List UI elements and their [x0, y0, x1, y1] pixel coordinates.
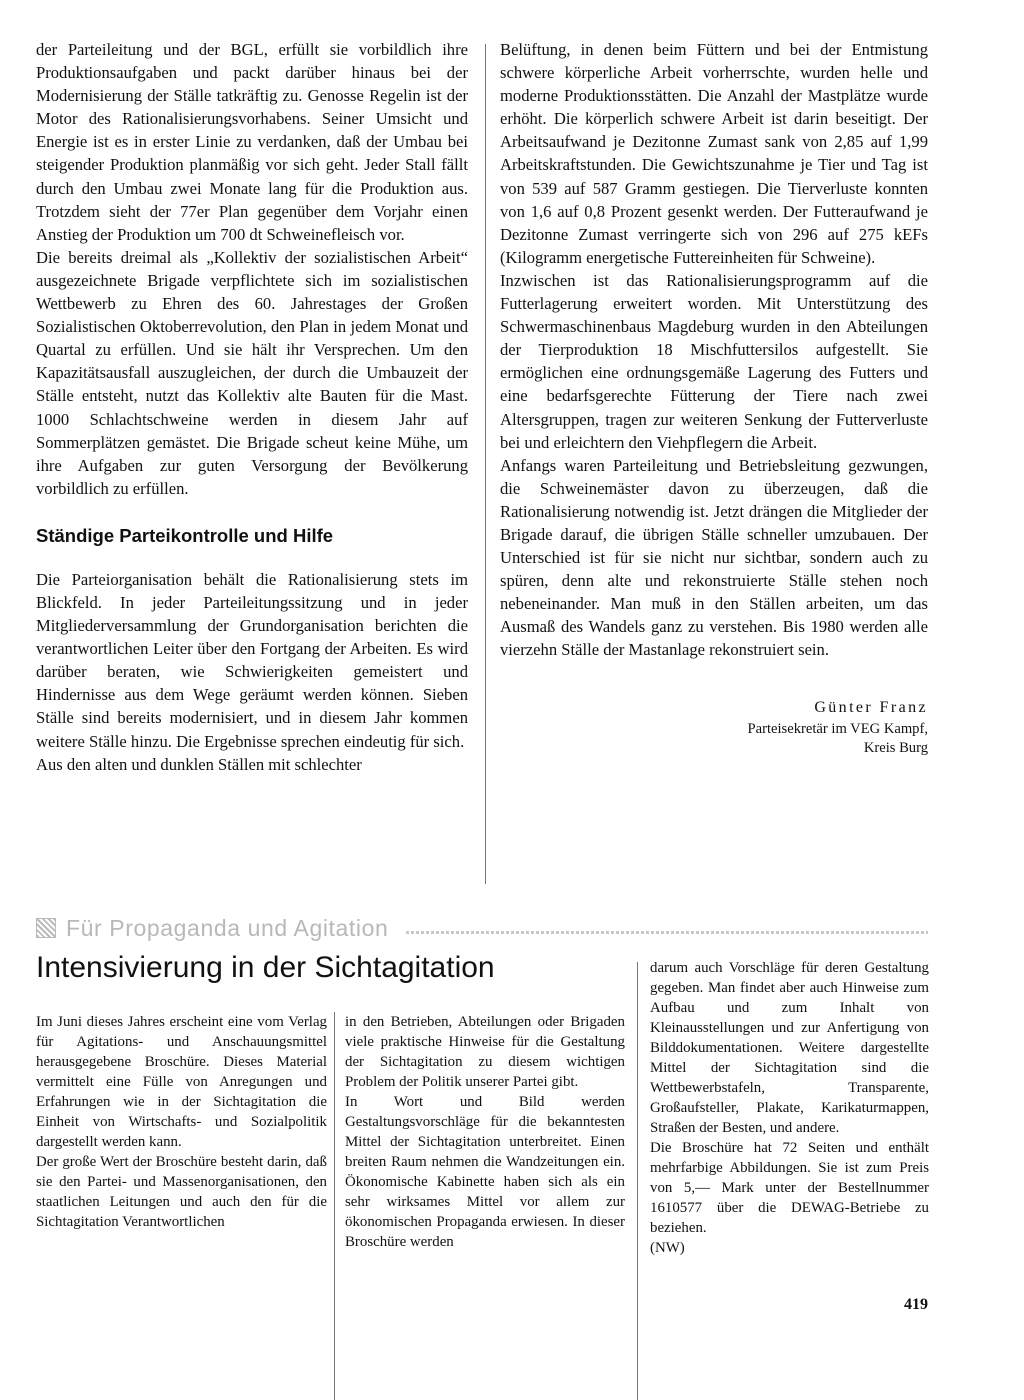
- author-location: Kreis Burg: [863, 739, 928, 756]
- section-subheading: Ständige Parteikontrolle und Hilfe: [36, 524, 334, 546]
- page-number: 419: [904, 1296, 928, 1313]
- rubric-label: Für Propaganda und Agitation: [66, 914, 389, 941]
- paragraph: Die Broschüre hat 72 Seiten und enthält mehrfarbige Abbildungen. Sie ist zum Preis von 5,— Mark unter der Bestellnummer 1610577 über die DEWAG-Betriebe zu beziehen.: [650, 1140, 929, 1236]
- author-tag: (NW): [650, 1240, 685, 1256]
- bottom-article-column-2: [345, 1012, 625, 1252]
- top-article-right-column: [500, 38, 928, 758]
- paragraph: Belüftung, in denen beim Füttern und bei der Entmistung schwere körperliche Arbeit vorherrschte, wurden helle und moderne Produktionsstätten. Die Anzahl der Mastplätze wurde erhöht. Die körperlich schwere Arbeit ist darin beseitigt. Der Arbeitsaufwand je Dezitonne Zumast sank von 2,85 auf 1,99 Arbeitskraftstunden. Die Gewichtszunahme je Tier und Tag ist von 539 auf 587 Gramm gestiegen. Die Tierverluste konnten von 1,6 auf 0,8 Prozent gesenkt werden. Der Futteraufwand je Dezitonne Zumast verringerte sich von 296 auf 275 kEFs (Kilogramm energetische Futtereinheiten für Schweine).: [500, 40, 928, 267]
- paragraph: der Parteileitung und der BGL, erfüllt sie vorbildlich ihre Produktionsaufgaben und packt darüber hinaus bei der Modernisierung der Ställe tatkräftig zu. Genosse Regelin ist der Motor des Rationalisierungsvorhabens. Seiner Umsicht und Energie ist es in erster Linie zu verdanken, daß der Umbau bei steigender Produktion planmäßig vor sich geht. Jeder Stall fällt durch den Umbau zwei Monate lang für die Produktion aus. Trotzdem sieht der 77er Plan gegenüber dem Vorjahr einen Anstieg der Produktion um 700 dt Schweinefleisch vor.: [36, 40, 468, 244]
- paragraph: darum auch Vorschläge für deren Gestaltung gegeben. Man findet aber auch Hinweise zum Aufbau und zum Inhalt von Kleinausstellungen und zur Anfertigung von Bilddokumentationen. Weitere dargestellte Mittel der Sichtagitation sind die Wettbewerbstafeln, Transparente, Großaufsteller, Plakate, Karikaturmappen, Straßen der Besten, und andere.: [650, 960, 929, 1136]
- paragraph: In Wort und Bild werden Gestaltungsvorschläge für die bekanntesten Mittel der Sichtagitation unterbreitet. Einen breiten Raum nehmen die Wandzeitungen ein. Ökonomische Kabinette haben sich als ein sehr wirksames Mittel vor allem zur ökonomischen Propaganda erwiesen. In dieser Broschüre werden: [345, 1094, 625, 1250]
- rubric-marker-icon: [36, 918, 56, 938]
- column-divider: [485, 44, 486, 884]
- rubric-rule: [406, 931, 928, 934]
- article-headline: Intensivierung in der Sichtagitation: [36, 951, 495, 984]
- section-rubric: [36, 912, 928, 944]
- paragraph: Aus den alten und dunklen Ställen mit schlechter: [36, 754, 362, 774]
- author-signature: [500, 696, 928, 758]
- paragraph: Der große Wert der Broschüre besteht darin, daß sie den Partei- und Massenorganisationen, den staatlichen Leitungen und auch den für die Sichtagitation Verantwortlichen: [36, 1154, 327, 1230]
- paragraph: Im Juni dieses Jahres erscheint eine vom Verlag für Agitations- und Anschauungsmittel herausgegebene Broschüre. Dieses Material vermittelt eine Fülle von Anregungen und Erfahrungen wie in der Sichtagitation die Einheit von Wirtschafts- und Sozialpolitik dargestellt werden kann.: [36, 1014, 327, 1150]
- author-role: Parteisekretär im VEG Kampf,: [747, 720, 928, 737]
- bottom-article-column-1: [36, 1012, 327, 1232]
- column-divider: [334, 1012, 335, 1400]
- column-divider: [637, 962, 638, 1400]
- top-article-left-column: [36, 38, 468, 776]
- paragraph: Anfangs waren Parteileitung und Betriebsleitung gezwungen, die Schweinemäster davon zu überzeugen, daß die Rationalisierung notwendig ist. Jetzt drängen die Mitglieder der Brigade darauf, die übrigen Ställe schneller umzubauen. Der Unterschied ist für sie nicht nur sichtbar, sondern auch zu spüren, denn alte und rekonstruierte Ställe stehen noch nebeneinander. Man muß in den Ställen arbeiten, um das Ausmaß des Wandels ganz zu verstehen. Bis 1980 werden alle vierzehn Ställe der Mastanlage rekonstruiert sein.: [500, 455, 928, 660]
- author-name: Günter Franz: [814, 698, 928, 716]
- bottom-article-column-3: [650, 958, 929, 1258]
- paragraph: Die Parteiorganisation behält die Rationalisierung stets im Blickfeld. In jeder Parteileitungssitzung und in jeder Mitgliederversammlung der Grundorganisation berichten die verantwortlichen Leiter über den Fortgang der Arbeiten. Es wird darüber beraten, wie Schwierigkeiten gemeistert und Hindernisse aus dem Wege geräumt werden können. Sieben Ställe sind bereits modernisiert, und in diesem Jahr kommen weitere Ställe hinzu. Die Ergebnisse sprechen eindeutig für sich.: [36, 569, 468, 751]
- paragraph: in den Betrieben, Abteilungen oder Brigaden viele praktische Hinweise für die Gestaltung der Sichtagitation zu diesem wichtigen Problem der Politik unserer Partei gibt.: [345, 1014, 625, 1090]
- paragraph: Die bereits dreimal als „Kollektiv der sozialistischen Arbeit“ ausgezeichnete Brigade verpflichtete sich im sozialistischen Wettbewerb zu Ehren des 60. Jahrestages der Großen Sozialistischen Oktoberrevolution, den Plan in jedem Monat und Quartal zu erfüllen. Und sie hält ihr Versprechen. Um den Kapazitätsausfall auszugleichen, der durch die Umbauzeit der Ställe entsteht, nutzt das Kollektiv alte Bauten für die Mast. 1000 Schlachtschweine werden in diesem Jahr auf Sommerplätzen gemästet. Die Brigade scheut keine Mühe, um ihre Aufgaben zur guten Versorgung der Bevölkerung vorbildlich zu erfüllen.: [36, 247, 468, 498]
- paragraph: Inzwischen ist das Rationalisierungsprogramm auf die Futterlagerung erweitert worden. Mit Unterstützung des Schwermaschinenbaus Magdeburg wurden in den Abteilungen der Tierproduktion 18 Mischfuttersilos aufgestellt. Sie ermöglichen eine ordnungsgemäße Lagerung des Futters und eine bedarfsgerechte Fütterung der Tiere nach zwei Altersgruppen, tragen zur weiteren Senkung der Futterverluste bei und erleichtern den Viehpflegern die Arbeit.: [500, 270, 928, 452]
